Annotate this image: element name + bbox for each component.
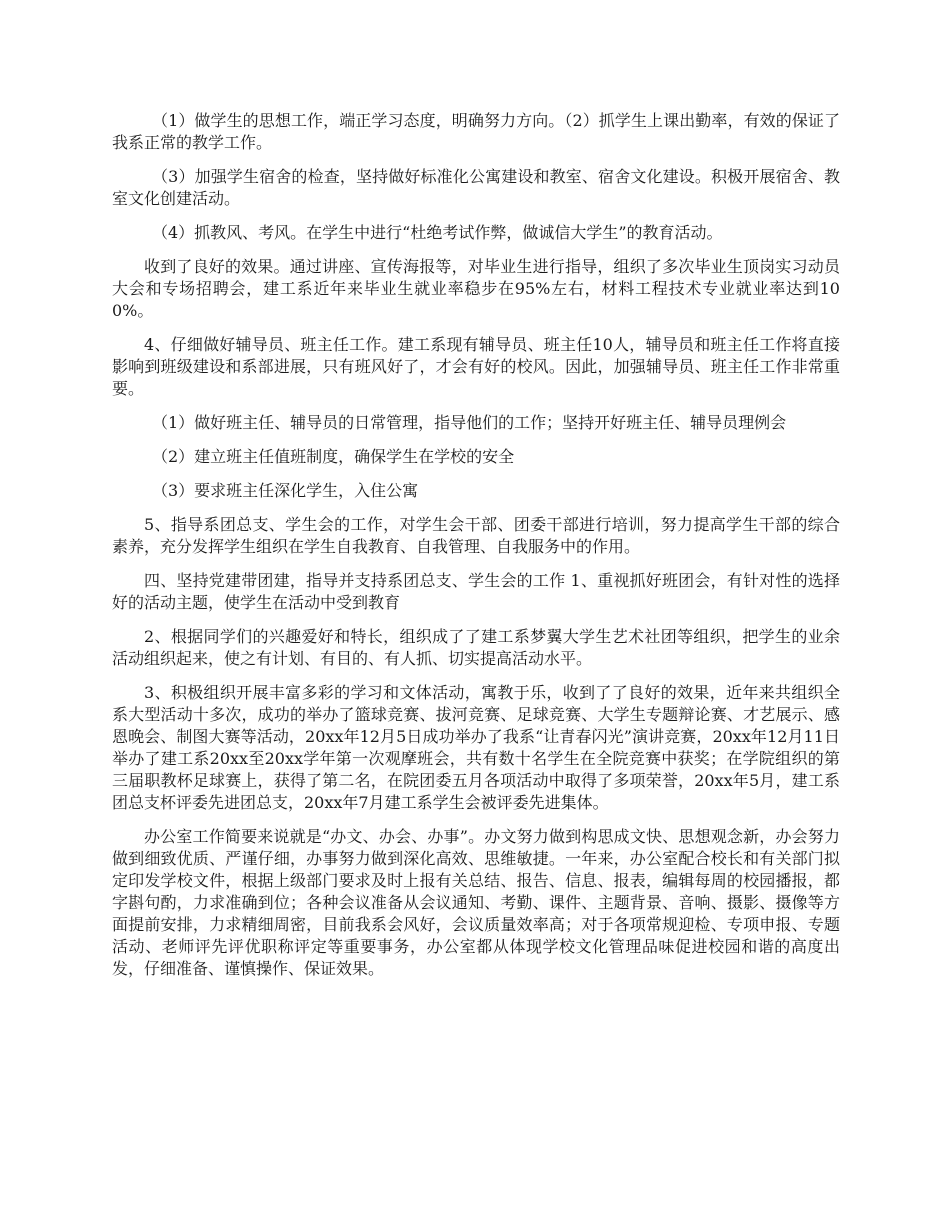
paragraph: 3、积极组织开展丰富多彩的学习和文体活动，寓教于乐，收到了了良好的效果，近年来共组织全系大型活动十多次，成功的举办了篮球竞赛、拔河竞赛、足球竞赛、大学生专题辩论赛、才艺展示、感恩晚会、制图大赛等活动，20xx年12月5日成功举办了我系“让青春闪光”演讲竞赛，20xx年12月11日举办了建工系20xx至20xx学年第一次观摩班会，共有数十名学生在全院竞赛中获奖；在学院组织的第三届职教杯足球赛上，获得了第二名，在院团委五月各项活动中取得了多项荣誉，20xx年5月，建工系团总支杯评委先进团总支，20xx年7月建工系学生会被评委先进集体。 [112,683,840,812]
paragraph: （3）要求班主任深化学生，入住公寓 [152,481,419,500]
paragraph: （2）建立班主任值班制度，确保学生在学校的安全 [152,447,515,466]
paragraph: （1）做好班主任、辅导员的日常管理，指导他们的工作；坚持开好班主任、辅导员理例会 [152,413,787,432]
paragraph: 办公室工作简要来说就是“办文、办会、办事”。办文努力做到构思成文快、思想观念新，办会努力做到细致优质、严谨仔细，办事努力做到深化高效、思维敏捷。一年来，办公室配合校长和有关部门拟定印发学校文件，根据上级部门要求及时上报有关总结、报告、信息、报表，编辑每周的校园播报，都字斟句酌，力求准确到位；各种会议准备从会议通知、考勤、课件、主题背景、音响、摄影、摄像等方面提前安排，力求精细周密，目前我系会风好，会议质量效率高；对于各项常规迎检、专项申报、专题活动、老师评先评优职称评定等重要事务，办公室都从体现学校文化管理品味促进校园和谐的高度出发，仔细准备、谨慎操作、保证效果。 [112,827,840,978]
paragraph: 2、根据同学们的兴趣爱好和特长，组织成了了建工系梦翼大学生艺术社团等组织，把学生的业余活动组织起来，使之有计划、有目的、有人抓、切实提高活动水平。 [112,627,840,668]
paragraph: （1）做学生的思想工作，端正学习态度，明确努力方向。（2）抓学生上课出勤率，有效的保证了我系正常的教学工作。 [112,111,840,152]
paragraph: 4、仔细做好辅导员、班主任工作。建工系现有辅导员、班主任10人，辅导员和班主任工作将直接影响到班级建设和系部进展，只有班风好了，才会有好的校风。因此，加强辅导员、班主任工作非常重要。 [112,335,840,398]
paragraph: 四、坚持党建带团建，指导并支持系团总支、学生会的工作 1、重视抓好班团会，有针对性的选择好的活动主题，使学生在活动中受到教育 [112,571,840,612]
document-page [112,110,840,992]
paragraph: （3）加强学生宿舍的检查，坚持做好标准化公寓建设和教室、宿舍文化建设。积极开展宿舍、教室文化创建活动。 [112,167,840,208]
paragraph: 5、指导系团总支、学生会的工作，对学生会干部、团委干部进行培训，努力提高学生干部的综合素养，充分发挥学生组织在学生自我教育、自我管理、自我服务中的作用。 [112,515,840,556]
paragraph: （4）抓教风、考风。在学生中进行“杜绝考试作弊，做诚信大学生”的教育活动。 [152,223,723,242]
paragraph: 收到了良好的效果。通过讲座、宣传海报等，对毕业生进行指导，组织了多次毕业生顶岗实习动员大会和专场招聘会，建工系近年来毕业生就业率稳步在95%左右，材料工程技术专业就业率达到100%。 [112,257,840,320]
